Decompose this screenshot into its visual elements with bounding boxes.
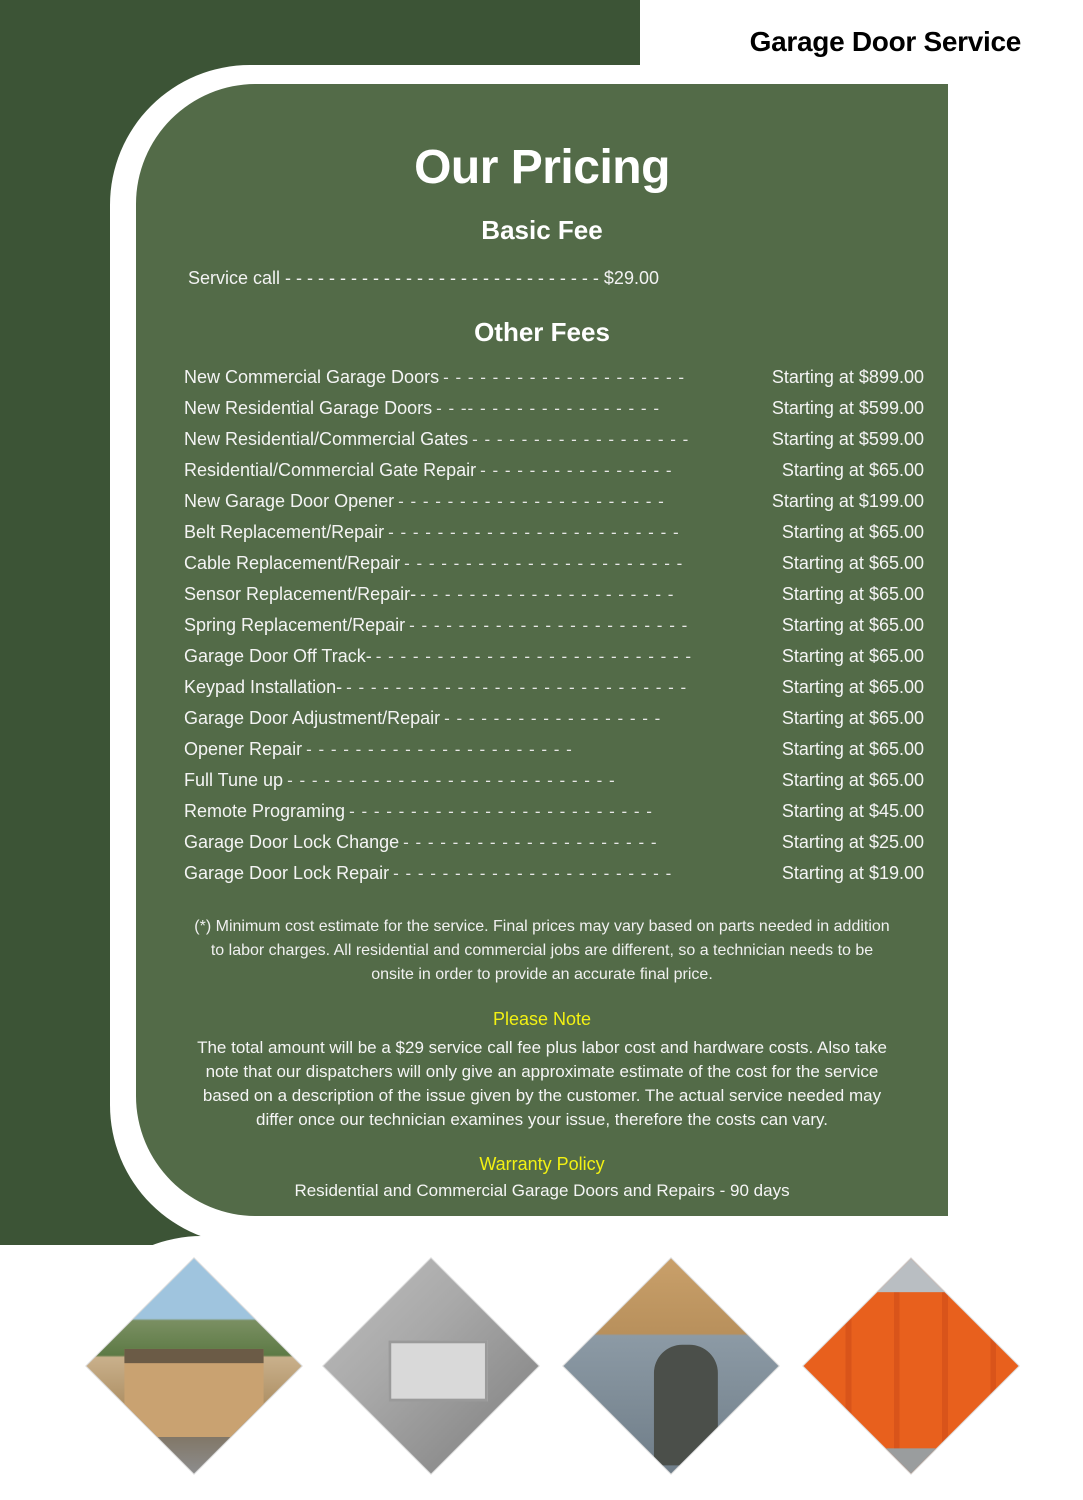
fee-dots: - - - - - - - - - - - - - - - - - -: [472, 430, 690, 449]
fee-row: [184, 486, 924, 517]
fee-row: [184, 796, 924, 827]
brand-title: Garage Door Service: [749, 26, 1021, 57]
fee-label: Opener Repair: [184, 739, 303, 759]
fee-price: Starting at $65.00: [781, 615, 924, 635]
fee-price: Starting at $65.00: [781, 646, 924, 666]
fee-price: Starting at $65.00: [781, 708, 924, 728]
fee-dots: - - - - - - - - - - - - - - - - - - - - -: [420, 585, 675, 604]
fee-price: Starting at $65.00: [781, 553, 924, 573]
page-title: Our Pricing: [414, 141, 670, 194]
fee-dots: - - - - - - - - - - - - - - - - - - - - - - -: [404, 554, 684, 573]
fee-row: [184, 548, 924, 579]
fee-row: [184, 765, 924, 796]
fee-price: Starting at $25.00: [781, 832, 924, 852]
fee-price: Starting at $599.00: [771, 398, 924, 418]
fee-label: New Garage Door Opener: [184, 491, 395, 511]
warranty-heading: Warranty Policy: [479, 1154, 605, 1174]
fee-price: Starting at $65.00: [781, 677, 924, 697]
orange-storage-doors-photo: [802, 1257, 1020, 1475]
fee-label: Sensor Replacement/Repair-: [184, 584, 417, 604]
basic-fee-label: Service call: [188, 268, 281, 288]
fee-dots: - - - - - - - - - - - - - - - - - - - -: [443, 368, 686, 387]
fee-dots: - - - - - - - - - - - - - - - - - - - - - -: [398, 492, 665, 511]
fee-row: [184, 641, 924, 672]
photo-strip: [0, 1236, 1083, 1500]
fee-row: [184, 579, 924, 610]
fee-list: [136, 362, 948, 889]
fee-dots: - - - - - - - - - - - - - - - - - - - - - - - - - - - -: [346, 678, 688, 697]
fee-label: Garage Door Lock Change: [184, 832, 400, 852]
fee-dots: - - - - - - - - - - - - - - - - - - - - - -: [306, 740, 573, 759]
fee-dots: - - - - - - - - - - - - - - - - - - - - - - - -: [388, 523, 680, 542]
fee-row: [184, 858, 924, 889]
fee-label: Belt Replacement/Repair: [184, 522, 385, 542]
fee-price: Starting at $65.00: [781, 739, 924, 759]
basic-fee-dots: - - - - - - - - - - - - - - - - - - - - - - - - - - - - -: [285, 268, 599, 288]
fee-label: New Commercial Garage Doors: [184, 367, 440, 387]
technician-installing-door-image: [563, 1258, 779, 1474]
fee-label: Keypad Installation-: [184, 677, 343, 697]
fee-row: [184, 610, 924, 641]
fee-label: Garage Door Adjustment/Repair: [184, 708, 441, 728]
fee-dots: - - - - - - - - - - - - - - - - - - - - - - - - - - -: [287, 771, 616, 790]
garage-door-opener-motor-image: [323, 1258, 539, 1474]
fee-dots: - - - - - - - - - - - - - - - -: [480, 461, 673, 480]
fee-row: [184, 672, 924, 703]
pricing-card: [136, 84, 948, 1216]
please-note-heading: Please Note: [492, 1009, 592, 1029]
fee-price: Starting at $599.00: [771, 429, 924, 449]
fee-row: [184, 703, 924, 734]
fee-label: Full Tune up: [184, 770, 284, 790]
fee-row: [184, 393, 924, 424]
fee-label: Cable Replacement/Repair: [184, 553, 401, 573]
fee-price: Starting at $899.00: [771, 367, 924, 387]
fee-dots: - - -- - - - - - - - - - - - - - - -: [436, 399, 660, 418]
other-fees-heading: Other Fees: [474, 317, 610, 347]
fee-dots: - - - - - - - - - - - - - - - - - - - - - - - - - -: [375, 647, 693, 666]
fee-label: Spring Replacement/Repair: [184, 615, 406, 635]
fee-row: [184, 455, 924, 486]
fee-dots: - - - - - - - - - - - - - - - - - -: [444, 709, 662, 728]
fee-price: Starting at $199.00: [771, 491, 924, 511]
fee-price: Starting at $65.00: [781, 460, 924, 480]
disclaimer-text: (*) Minimum cost estimate for the service. Final prices may vary based on parts needed in addition to labor charges. All residential and commercial jobs are different, so a technician needs to be onsite in order to provide an accurate final price.: [194, 918, 890, 983]
basic-fee-heading: Basic Fee: [481, 215, 603, 245]
fee-dots: - - - - - - - - - - - - - - - - - - - - - - - - -: [349, 802, 653, 821]
fee-row: [184, 362, 924, 393]
house-with-garage-photo: [85, 1257, 303, 1475]
orange-storage-doors-image: [803, 1258, 1019, 1474]
fee-row: [184, 517, 924, 548]
fee-row: [184, 734, 924, 765]
fee-label: Garage Door Off Track-: [184, 646, 372, 666]
fee-row: [184, 827, 924, 858]
fee-label: Residential/Commercial Gate Repair: [184, 460, 477, 480]
basic-fee-row: [136, 268, 948, 289]
house-with-garage-image: [86, 1258, 302, 1474]
fee-price: Starting at $65.00: [781, 584, 924, 604]
fee-label: Garage Door Lock Repair: [184, 863, 390, 883]
fee-label: New Residential/Commercial Gates: [184, 429, 469, 449]
technician-installing-door-photo: [562, 1257, 780, 1475]
fee-dots: - - - - - - - - - - - - - - - - - - - - -: [403, 833, 658, 852]
warranty-body: Residential and Commercial Garage Doors and Repairs - 90 days: [294, 1181, 790, 1200]
fee-label: Remote Programing: [184, 801, 346, 821]
basic-fee-price: $29.00: [603, 268, 659, 288]
fee-price: Starting at $65.00: [781, 522, 924, 542]
fee-dots: - - - - - - - - - - - - - - - - - - - - - - -: [393, 864, 673, 883]
fee-price: Starting at $65.00: [781, 770, 924, 790]
fee-price: Starting at $45.00: [781, 801, 924, 821]
garage-door-opener-motor-photo: [322, 1257, 540, 1475]
fee-price: Starting at $19.00: [781, 863, 924, 883]
fee-dots: - - - - - - - - - - - - - - - - - - - - - - -: [409, 616, 689, 635]
fee-label: New Residential Garage Doors: [184, 398, 433, 418]
please-note-body: The total amount will be a $29 service call fee plus labor cost and hardware costs. Also take note that our dispatchers will only give an approximate estimate of the cost for the service based on a description of the issue given by the customer. The actual service needed may differ once our technician examines your issue, therefore the costs can vary.: [197, 1038, 887, 1129]
fee-row: [184, 424, 924, 455]
